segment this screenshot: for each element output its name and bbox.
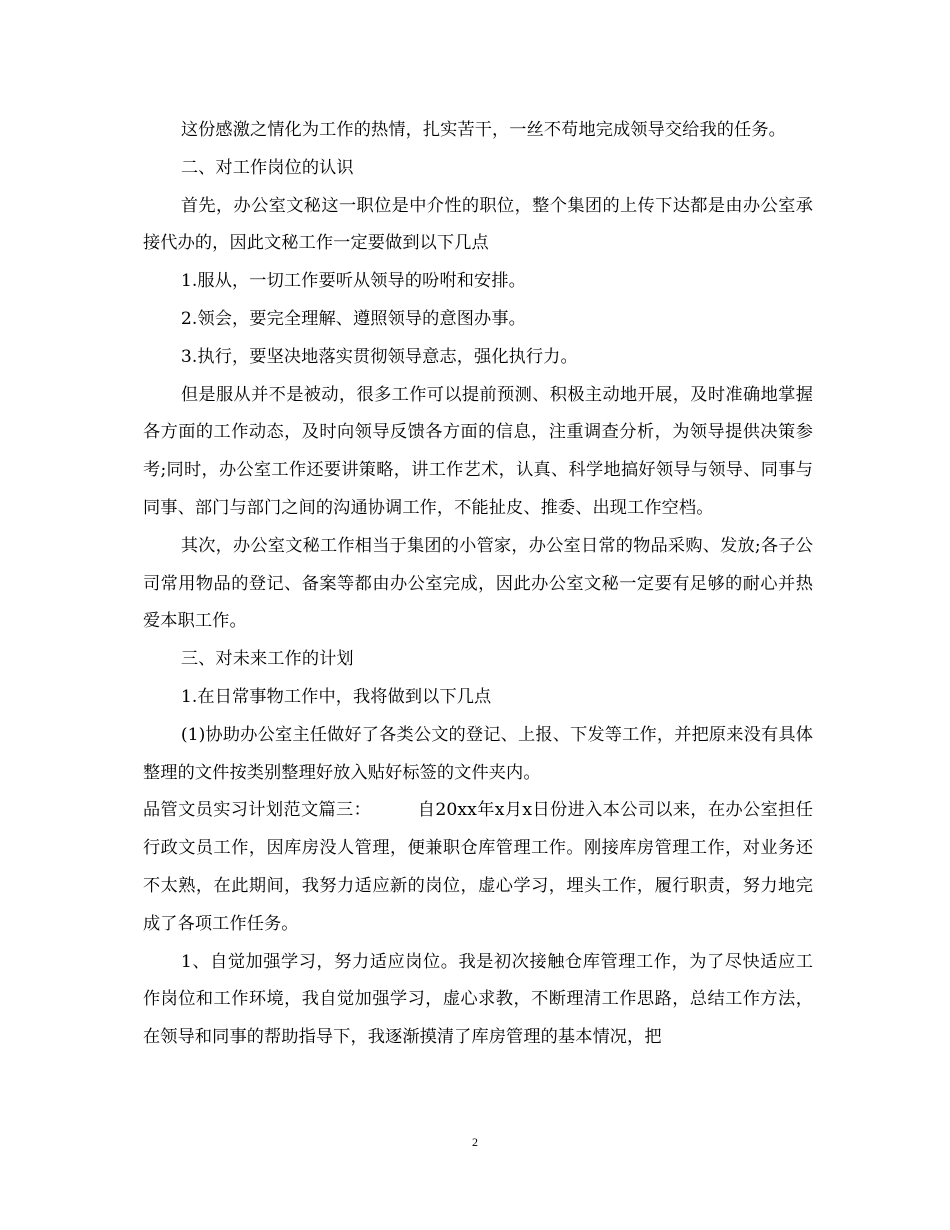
section-heading: 三、对未来工作的计划	[180, 649, 354, 670]
list-item: (1)协助办公室主任做好了各类公文的登记、上报、下发等工作，并把原来没有具体整理的文件按类别整理好放入贴好标签的文件夹内。	[143, 724, 813, 783]
article-start-paragraph: 品管文员实习计划范文篇三： 自20xx年x月x日份进入本公司以来，在办公室担任行政文员工作，因库房没人管理，便兼职仓库管理工作。刚接库房管理工作，对业务还不太熟，在此期间，我努力适应新的岗位，虚心学习，埋头工作，履行职责，努力地完成了各项工作任务。	[143, 800, 813, 934]
paragraph: 但是服从并不是被动，很多工作可以提前预测、积极主动地开展，及时准确地掌握各方面的工作动态，及时向领导反馈各方面的信息，注重调查分析，为领导提供决策参考;同时，办公室工作还要讲策略，讲工作艺术，认真、科学地搞好领导与领导、同事与同事、部门与部门之间的沟通协调工作，不能扯皮、推委、出现工作空档。	[143, 384, 813, 518]
paragraph: 1、自觉加强学习，努力适应岗位。我是初次接触仓库管理工作，为了尽快适应工作岗位和工作环境，我自觉加强学习，虚心求教，不断理清工作思路，总结工作方法，在领导和同事的帮助指导下，我逐渐摸清了库房管理的基本情况，把	[143, 951, 813, 1048]
section-heading: 二、对工作岗位的认识	[180, 157, 354, 178]
paragraph: 其次，办公室文秘工作相当于集团的小管家，办公室日常的物品采购、发放;各子公司常用物品的登记、备案等都由办公室完成，因此办公室文秘一定要有足够的耐心并热爱本职工作。	[143, 535, 813, 632]
document-body	[143, 112, 813, 1057]
paragraph: 这份感激之情化为工作的热情，扎实苦干，一丝不苟地完成领导交给我的任务。	[180, 120, 786, 140]
list-item: 3.执行，要坚决地落实贯彻领导意志，强化执行力。	[180, 346, 578, 367]
list-item: 1.在日常事物工作中，我将做到以下几点	[180, 686, 492, 707]
list-item: 2.领会，要完全理解、遵照领导的意图办事。	[180, 308, 526, 329]
paragraph: 首先，办公室文秘这一职位是中介性的职位，整个集团的上传下达都是由办公室承接代办的，因此文秘工作一定要做到以下几点	[143, 195, 813, 254]
list-item: 1.服从，一切工作要听从领导的吩咐和安排。	[180, 271, 526, 292]
page-number: 2	[472, 1135, 478, 1149]
